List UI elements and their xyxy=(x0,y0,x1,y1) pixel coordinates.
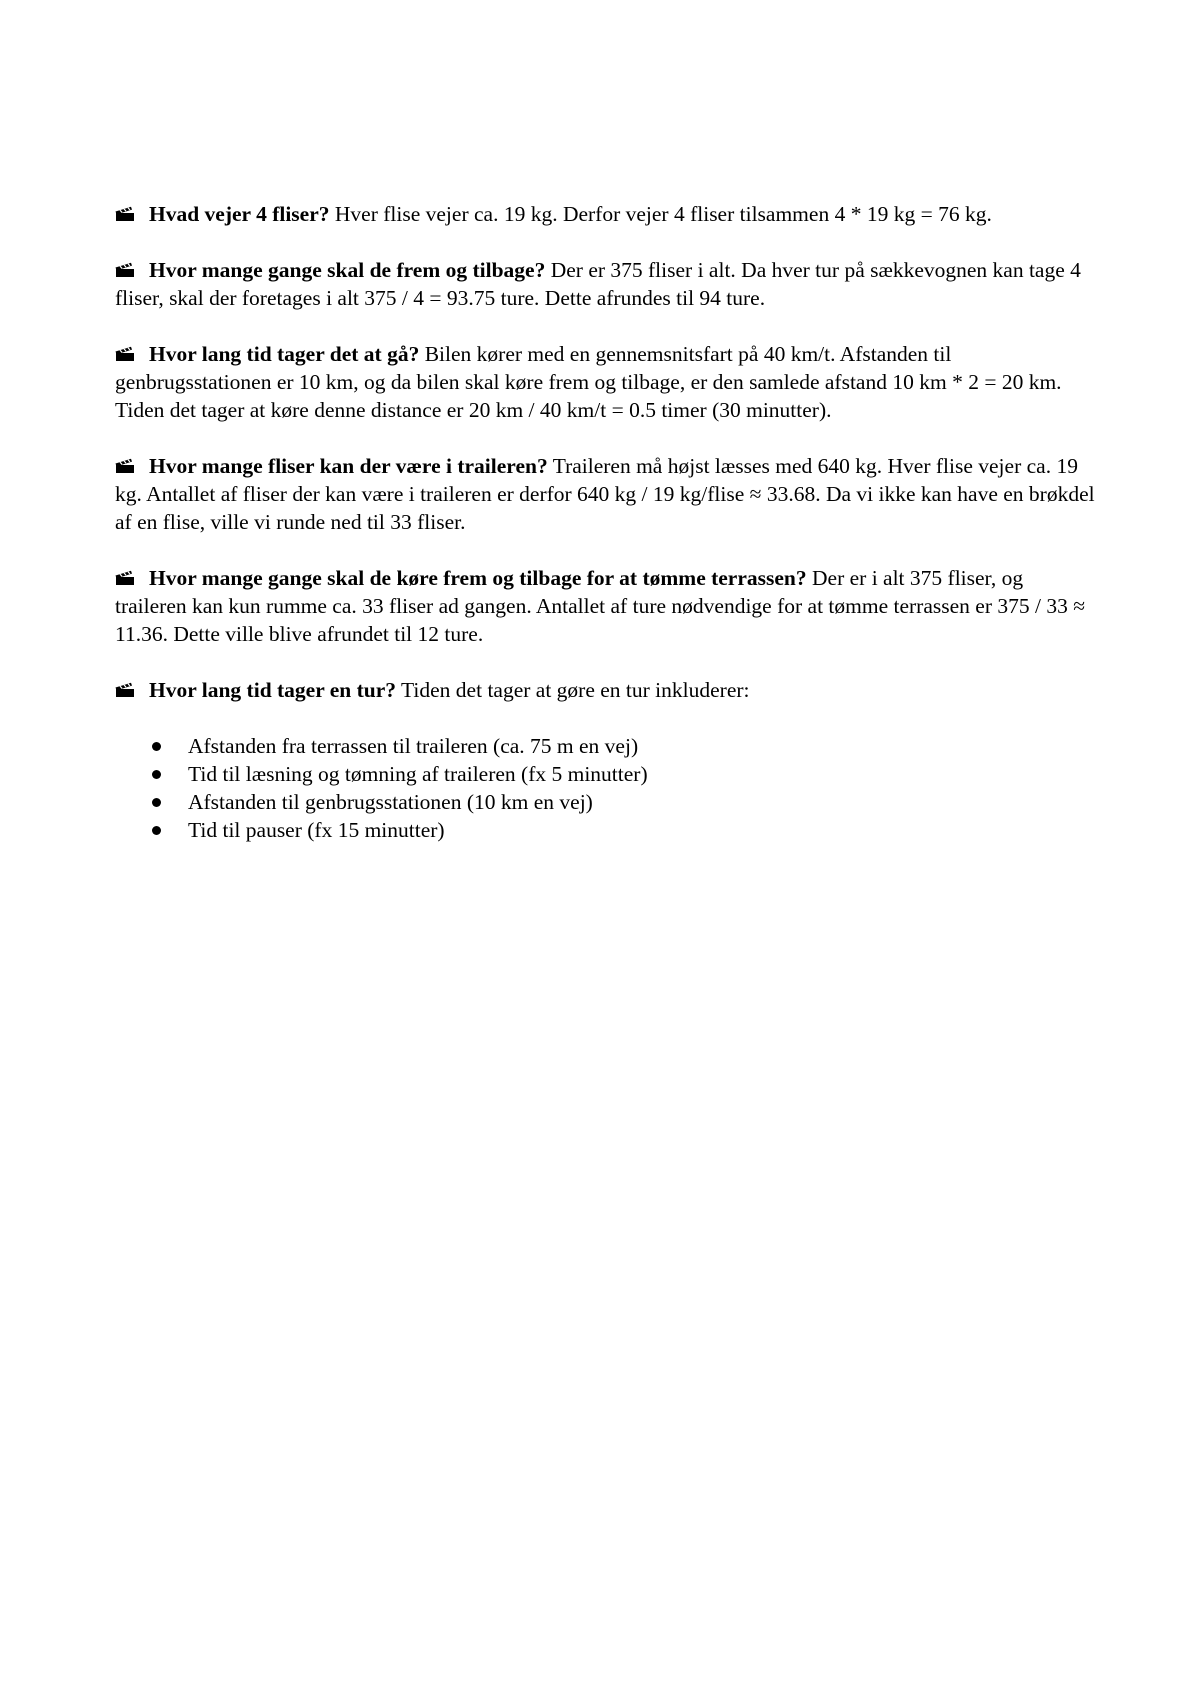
clapperboard-icon xyxy=(115,346,135,362)
question-text: Hvor lang tid tager det at gå? xyxy=(149,342,420,366)
clapperboard-icon xyxy=(115,682,135,698)
question-text: Hvor mange fliser kan der være i traileren? xyxy=(149,454,548,478)
paragraph-trips xyxy=(115,256,1100,312)
paragraph-trip-duration xyxy=(115,676,1100,704)
document-page xyxy=(115,200,1100,844)
answer-text: Traileren må højst læsses med 640 kg. Hver flise vejer ca. 19 kg. Antallet af fliser der kan være i traileren er derfor 640 kg / 19 kg/flise ≈ 33.68. Da vi ikke kan have en brøkdel af en flise, ville vi runde ned til 33 fliser. xyxy=(115,454,1095,534)
list-item-text: Tid til pauser (fx 15 minutter) xyxy=(188,818,445,842)
question-text: Hvad vejer 4 fliser? xyxy=(149,202,330,226)
answer-text: Tiden det tager at gøre en tur inkluderer: xyxy=(396,678,750,702)
trip-components-list xyxy=(115,732,1100,844)
paragraph-drive-time xyxy=(115,340,1100,424)
list-item xyxy=(115,788,1100,816)
clapperboard-icon xyxy=(115,570,135,586)
question-text: Hvor mange gange skal de frem og tilbage? xyxy=(149,258,546,282)
list-item-text: Afstanden til genbrugsstationen (10 km en vej) xyxy=(188,790,593,814)
list-item-text: Afstanden fra terrassen til traileren (ca. 75 m en vej) xyxy=(188,734,639,758)
question-text: Hvor mange gange skal de køre frem og tilbage for at tømme terrassen? xyxy=(149,566,807,590)
clapperboard-icon xyxy=(115,262,135,278)
list-item xyxy=(115,760,1100,788)
bullet-icon xyxy=(152,742,161,751)
answer-text: Bilen kører med en gennemsnitsfart på 40 km/t. Afstanden til genbrugsstationen er 10 km, og da bilen skal køre frem og tilbage, er den samlede afstand 10 km * 2 = 20 km. Tiden det tager at køre denne distance er 20 km / 40 km/t = 0.5 timer (30 minutter). xyxy=(115,342,1062,422)
answer-text: Hver flise vejer ca. 19 kg. Derfor vejer 4 fliser tilsammen 4 * 19 kg = 76 kg. xyxy=(329,202,992,226)
paragraph-weight xyxy=(115,200,1100,228)
bullet-icon xyxy=(152,798,161,807)
clapperboard-icon xyxy=(115,206,135,222)
clapperboard-icon xyxy=(115,458,135,474)
answer-text: Der er 375 fliser i alt. Da hver tur på sækkevognen kan tage 4 fliser, skal der foretages i alt 375 / 4 = 93.75 ture. Dette afrundes til 94 ture. xyxy=(115,258,1081,310)
bullet-icon xyxy=(152,770,161,779)
list-item xyxy=(115,816,1100,844)
paragraph-trailer-trips xyxy=(115,564,1100,648)
paragraph-trailer-capacity xyxy=(115,452,1100,536)
list-item-text: Tid til læsning og tømning af traileren (fx 5 minutter) xyxy=(188,762,648,786)
list-item xyxy=(115,732,1100,760)
bullet-icon xyxy=(152,826,161,835)
answer-text: Der er i alt 375 fliser, og traileren kan kun rumme ca. 33 fliser ad gangen. Antallet af ture nødvendige for at tømme terrassen er 375 / 33 ≈ 11.36. Dette ville blive afrundet til 12 ture. xyxy=(115,566,1086,646)
question-text: Hvor lang tid tager en tur? xyxy=(149,678,397,702)
